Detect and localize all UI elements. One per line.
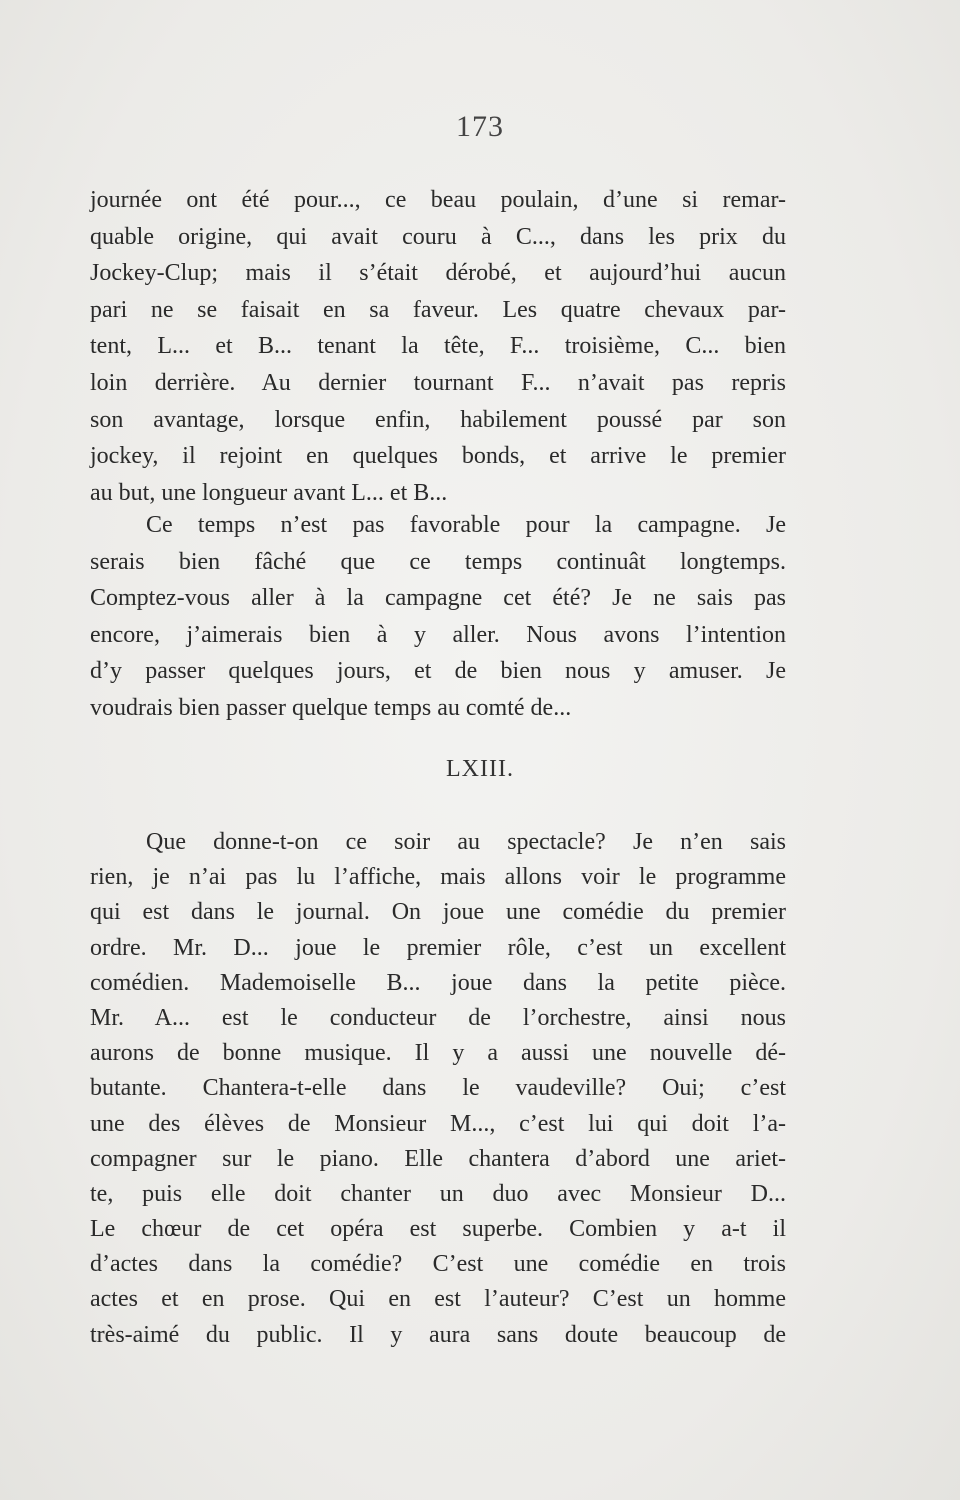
text-line: au but, une longueur avant L... et B... xyxy=(90,479,448,506)
text-line: compagner sur le piano. Elle chantera d’abord une ariet- xyxy=(90,1145,786,1172)
section-heading: LXIII. xyxy=(446,756,514,782)
text-line: encore, j’aimerais bien à y aller. Nous avons l’intention xyxy=(90,621,786,648)
text-line: très-aimé du public. Il y aura sans doute beaucoup de xyxy=(90,1321,786,1348)
text-line: voudrais bien passer quelque temps au comté de... xyxy=(90,694,572,721)
text-line: serais bien fâché que ce temps continuât longtemps. xyxy=(90,548,786,575)
text-line: loin derrière. Au dernier tournant F... n’avait pas repris xyxy=(90,369,786,396)
text-line: Que donne-t-on ce soir au spectacle? Je n’en sais xyxy=(146,829,786,855)
text-line: ordre. Mr. D... joue le premier rôle, c’est un excellent xyxy=(90,934,786,961)
paragraph-weather xyxy=(90,507,786,727)
text-line: d’y passer quelques jours, et de bien nous y amuser. Je xyxy=(90,658,786,685)
text-line: Jockey-Clup; mais il s’était dérobé, et aujourd’hui aucun xyxy=(90,260,786,287)
text-line: son avantage, lorsque enfin, habilement poussé par son xyxy=(90,406,786,433)
text-line: Mr. A... est le conducteur de l’orchestre, ainsi nous xyxy=(90,1004,786,1031)
text-line: une des élèves de Monsieur M..., c’est lui qui doit l’a- xyxy=(90,1110,786,1137)
text-line: tent, L... et B... tenant la tête, F... troisième, C... bien xyxy=(90,333,786,360)
text-line: jockey, il rejoint en quelques bonds, et arrive le premier xyxy=(90,443,786,470)
text-line: qui est dans le journal. On joue une comédie du premier xyxy=(90,899,786,926)
text-line: Le chœur de cet opéra est superbe. Combien y a-t il xyxy=(90,1216,786,1243)
text-line: Comptez-vous aller à la campagne cet été? Je ne sais pas xyxy=(90,585,786,612)
text-line: pari ne se faisait en sa faveur. Les quatre chevaux par- xyxy=(90,296,786,323)
text-line: quable origine, qui avait couru à C..., dans les prix du xyxy=(90,223,786,250)
text-line: actes et en prose. Qui en est l’auteur? C’est un homme xyxy=(90,1286,786,1313)
text-line: Ce temps n’est pas favorable pour la campagne. Je xyxy=(146,512,786,538)
text-line: te, puis elle doit chanter un duo avec Monsieur D... xyxy=(90,1180,786,1207)
text-line: butante. Chantera-t-elle dans le vaudeville? Oui; c’est xyxy=(90,1075,786,1102)
text-line: journée ont été pour..., ce beau poulain, d’une si remar- xyxy=(90,187,786,213)
paragraph-theatre xyxy=(90,825,786,1353)
text-line: aurons de bonne musique. Il y a aussi une nouvelle dé- xyxy=(90,1040,786,1067)
paragraph-race xyxy=(90,182,786,511)
page-number: 173 xyxy=(456,110,504,143)
text-line: d’actes dans la comédie? C’est une comédie en trois xyxy=(90,1251,786,1278)
text-line: rien, je n’ai pas lu l’affiche, mais allons voir le programme xyxy=(90,864,786,891)
text-line: comédien. Mademoiselle B... joue dans la petite pièce. xyxy=(90,969,786,996)
